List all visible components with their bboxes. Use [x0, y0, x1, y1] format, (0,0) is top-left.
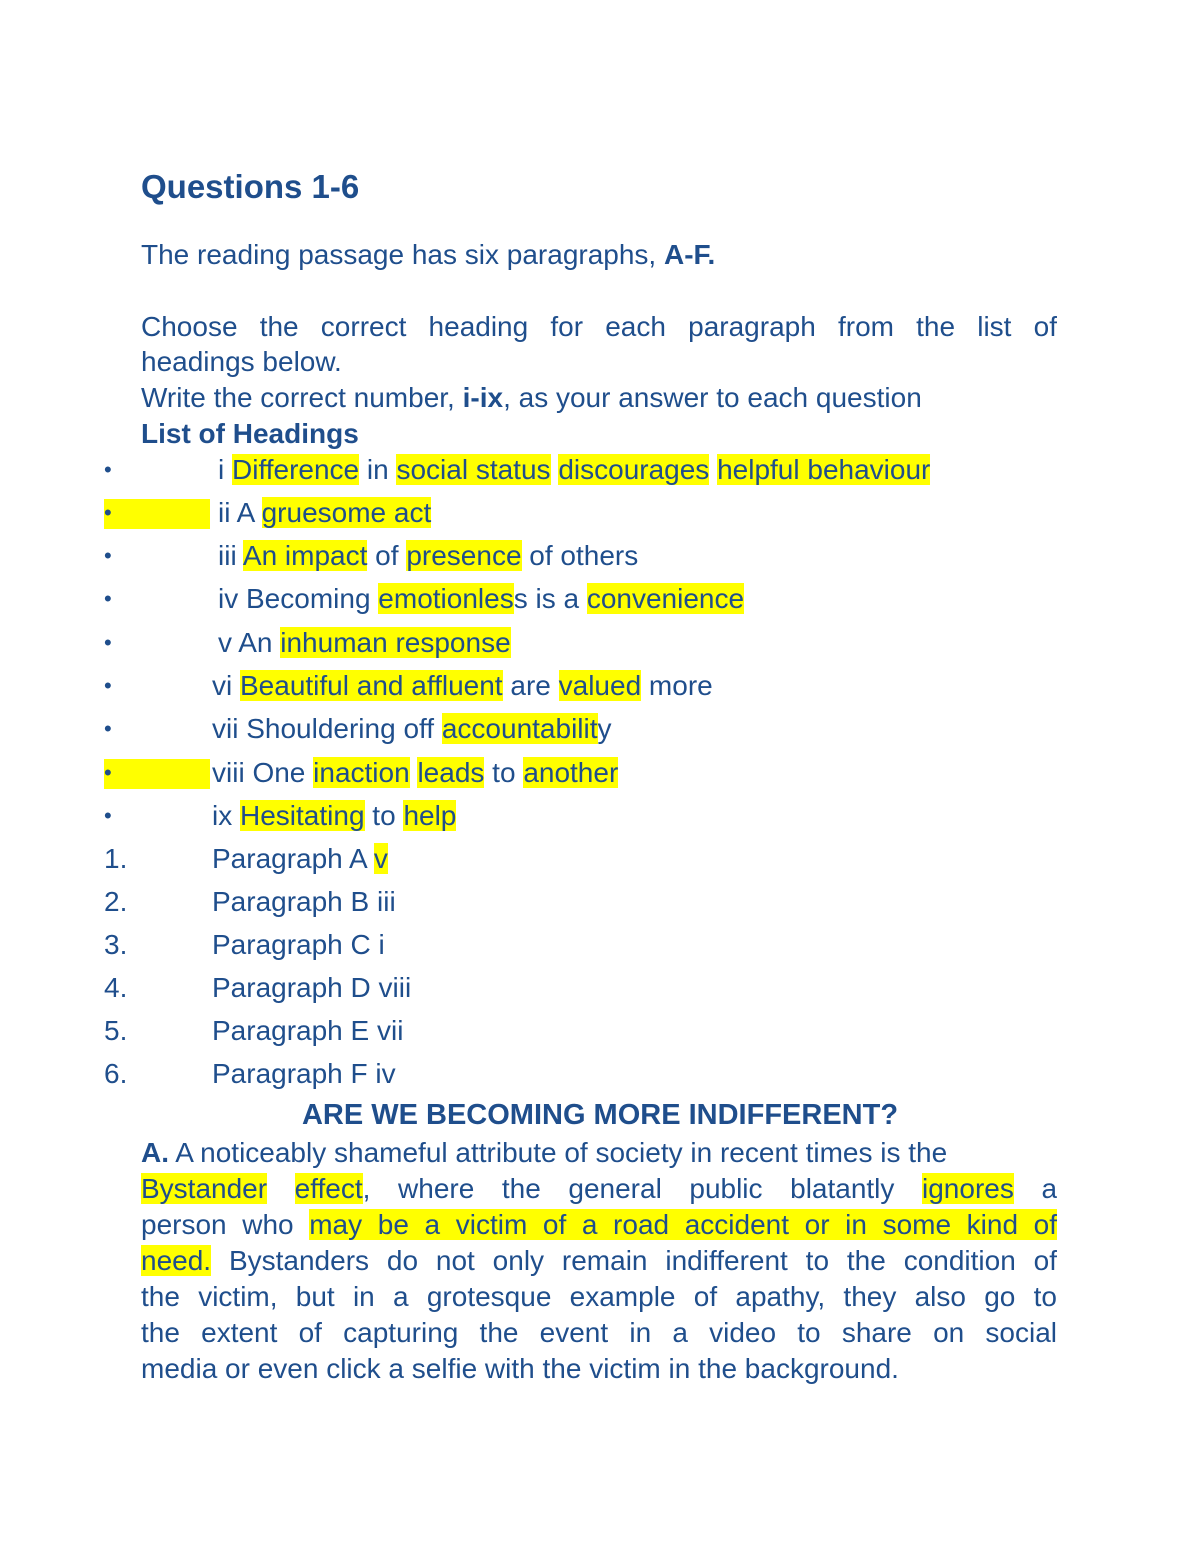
intro-range: A-F.: [664, 239, 716, 270]
heading-text: vi: [212, 670, 240, 701]
answer-row: [212, 927, 385, 963]
heading-highlight: discourages: [558, 454, 710, 485]
paragraph-a-text-3: person who: [141, 1209, 294, 1240]
heading-highlight: convenience: [586, 583, 745, 614]
answer-value: v: [373, 843, 388, 874]
paragraph-letter: A.: [141, 1137, 169, 1168]
bullet-icon: •: [104, 803, 112, 828]
paragraph-a-text-2b: a: [1041, 1173, 1057, 1204]
heading-item-ii: [218, 495, 431, 531]
answer-label: Paragraph B: [212, 886, 377, 917]
heading-text: to: [364, 800, 404, 831]
answer-number: 6.: [104, 1058, 128, 1089]
heading-text: more: [641, 670, 713, 701]
heading-highlight: Hesitating: [240, 800, 365, 831]
heading-highlight: leads: [417, 757, 485, 788]
answer-row: [212, 1056, 396, 1092]
heading-text: to: [484, 757, 524, 788]
bullet-highlight: [104, 759, 210, 789]
questions-title: Questions 1-6: [141, 168, 360, 205]
answer-label: Paragraph D: [212, 972, 379, 1003]
answer-number: 3.: [104, 929, 128, 960]
bullet-icon: •: [104, 543, 112, 568]
heading-highlight: accountabilit: [441, 713, 598, 744]
heading-text: s is a: [513, 583, 587, 614]
heading-highlight: social status: [396, 454, 551, 485]
bullet-icon: •: [104, 457, 112, 482]
heading-item-i: [218, 452, 930, 488]
heading-item-v: [218, 625, 511, 661]
heading-highlight: An impact: [242, 540, 368, 571]
heading-text: y: [597, 713, 612, 744]
heading-highlight: presence: [406, 540, 522, 571]
heading-text: iii: [218, 540, 243, 571]
highlight-bystander: Bystander: [141, 1173, 268, 1204]
heading-text: i: [218, 454, 232, 485]
answer-row: [212, 841, 388, 877]
heading-item-iii: [218, 538, 638, 574]
heading-text: are: [502, 670, 559, 701]
answer-row: [212, 1013, 403, 1049]
heading-highlight: Difference: [232, 454, 360, 485]
paragraph-a-text-2: , where the general public blatantly: [362, 1173, 895, 1204]
highlight-need: need.: [141, 1245, 212, 1276]
paragraph-a-line-6: the extent of capturing the event in a video to share on social: [141, 1317, 1057, 1348]
heading-text: iv Becoming: [218, 583, 379, 614]
highlight-effect: effect: [294, 1173, 363, 1204]
heading-highlight: gruesome act: [261, 497, 432, 528]
heading-text: viii One: [212, 757, 314, 788]
bullet-icon: •: [104, 500, 112, 525]
heading-highlight: emotionles: [378, 583, 514, 614]
heading-item-viii: [212, 755, 618, 791]
heading-text: in: [359, 454, 397, 485]
bullet-icon: •: [104, 716, 112, 741]
instruction-line-3-pre: Write the correct number,: [141, 382, 463, 413]
intro-text: The reading passage has six paragraphs,: [141, 239, 664, 270]
paragraph-a-line-1: [141, 1135, 947, 1171]
paragraph-a-line-5: the victim, but in a grotesque example of apathy, they also go to: [141, 1281, 1057, 1312]
heading-item-iv: [218, 581, 744, 617]
heading-item-vi: [212, 668, 713, 704]
heading-text: ix: [212, 800, 240, 831]
heading-highlight: inaction: [313, 757, 410, 788]
heading-text: v An: [218, 627, 281, 658]
paragraph-a-text-1: A noticeably shameful attribute of society in recent times is the: [169, 1137, 948, 1168]
passage-title: ARE WE BECOMING MORE INDIFFERENT?: [301, 1099, 899, 1131]
instruction-line-1: Choose the correct heading for each paragraph from the list of: [141, 311, 1057, 342]
intro-line: [141, 237, 715, 273]
answer-value: vii: [377, 1015, 404, 1046]
heading-text: of others: [521, 540, 639, 571]
answer-value: iii: [377, 886, 396, 917]
paragraph-a-text-4: Bystanders do not only remain indifferent to the condition of: [211, 1245, 1057, 1276]
answer-label: Paragraph C: [212, 929, 379, 960]
bullet-icon: •: [104, 673, 112, 698]
heading-highlight: valued: [558, 670, 642, 701]
heading-item-ix: [212, 798, 456, 834]
answer-number: 4.: [104, 972, 128, 1003]
answer-row: [212, 884, 396, 920]
answer-value: viii: [378, 972, 412, 1003]
answer-number: 5.: [104, 1015, 128, 1046]
heading-highlight: Beautiful and affluent: [240, 670, 503, 701]
answer-number: 1.: [104, 843, 128, 874]
answer-value: i: [378, 929, 385, 960]
instruction-line-3-post: , as your answer to each question: [503, 382, 922, 413]
heading-text: vii Shouldering off: [212, 713, 442, 744]
answer-label: Paragraph F: [212, 1058, 376, 1089]
bullet-icon: •: [104, 630, 112, 655]
instruction-line-2: headings below.: [141, 346, 342, 377]
heading-text: [709, 454, 717, 485]
paragraph-a-line-2: [141, 1171, 1057, 1207]
highlight-ignores: ignores: [922, 1173, 1014, 1204]
heading-highlight: another: [523, 757, 619, 788]
heading-item-vii: [212, 711, 612, 747]
answer-number: 2.: [104, 886, 128, 917]
bullet-icon: •: [104, 586, 112, 611]
heading-text: of: [367, 540, 407, 571]
answer-row: [212, 970, 411, 1006]
heading-highlight: helpful behaviour: [717, 454, 931, 485]
bullet-icon: •: [104, 760, 112, 785]
paragraph-a-line-7: media or even click a selfie with the victim in the background.: [141, 1353, 899, 1384]
list-of-headings-label: List of Headings: [141, 418, 359, 449]
heading-text: ii A: [218, 497, 262, 528]
heading-highlight: inhuman response: [280, 627, 511, 658]
bullet-highlight: [104, 499, 210, 529]
instruction-range: i-ix: [462, 382, 504, 413]
answer-value: iv: [375, 1058, 396, 1089]
paragraph-a-line-4: [141, 1243, 1057, 1279]
answer-label: Paragraph A: [212, 843, 374, 874]
highlight-victim: may be a victim of a road accident or in some kind of: [309, 1209, 1057, 1240]
heading-highlight: help: [403, 800, 457, 831]
answer-label: Paragraph E: [212, 1015, 377, 1046]
paragraph-a-line-3: [141, 1207, 1057, 1243]
instruction-line-3: [141, 380, 922, 416]
